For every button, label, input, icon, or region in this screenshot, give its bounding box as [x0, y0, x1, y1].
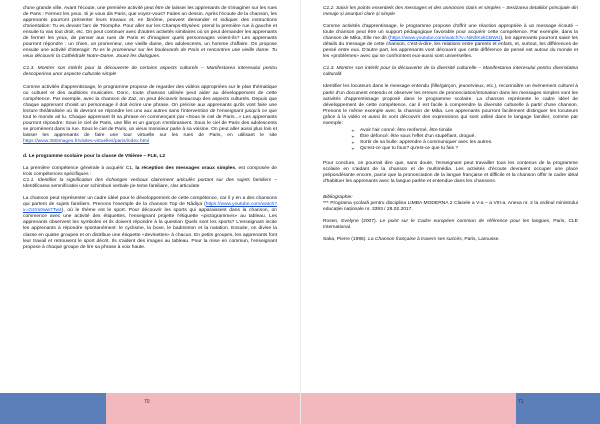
italic-text: Tu es le promeneur sur les boulevards de Paris et rencontres une vieille dame. Tu veux découvrir la Cathédrale Notre-Dame. Jouez les dialogues.: [23, 48, 277, 60]
competence-c1-1: C1.1. Identifier la signification des échanges verbaux clairement articulés portant sur des sujets familiers: [23, 178, 272, 184]
list-item: ➢ Qu'est-ce que tu fous? qu'est-ce que tu fais ?: [360, 146, 578, 152]
paragraph: Comme activités d'apprentissage, le programme propose de regarder des vidéos appropriées sur le plan thématique ou culturel et des auditions musicales. Donc, toute chanson utilisée peut aider au développement de cette compétence. Par exemple, avec la chanson de Zaz, on peut découvrir beaucoup des aspects culturels. Depuis que chaque apprenant choisit un personnage il doit écrire une phrase. On précise aux apprenants qu'ils vont faire une lecture théâtralisée où ils devront se répondre les uns aux autres sans l'intervention de l'enseignant jusqu'à ce que tout le monde ait lu. Chaque apprenant lit sa phrase en commençant par «Sous le ciel de Paris...» Les apprenants pourront répondre: Sous le ciel de Paris, une fille et un garçon s'embrassent. Sous le ciel de Paris des adolescents se promènent dans la rue. Sous le ciel de Paris, un vieux monsieur parle à sa voisine. On peut aller aussi plus loin et laisser les apprenants de faire une tour virtuelle sur les rues de Paris, en utilisant le site https://www.360images.fr/visites-virtuelles/paris/index.html: [23, 84, 277, 144]
bibliography-entry: *** Programa școlară pentru disciplina LIMBA MODERNA 2 Clasele a V-a – a VIII-a, Anexa nr. 2 la ordinul ministrului educației naționale nr. 3393 / 28.02.2017.: [323, 201, 578, 213]
bibliography-entry: Rosen, Evelyne (2007). Le point sur le Cadre européen commun de référence pour les langues, Paris, CLE International.: [323, 219, 579, 231]
section-heading: d. Le programme scolaire pour la classe de VIIième – FLE, L2: [23, 153, 166, 159]
footer-bar-pink: [301, 393, 516, 424]
page-left-content: [23, 6, 277, 257]
paragraph: La chanson peut représenter un cadre idéel pour le développement de cette compétence, car il y en a des chansons qui partent de sujets familiers. Prenons l'exemple de la chanson Top de Nâdiya (https://www.youtube.com/watch?v=Gzrm0ww7Tw4), où le thème est le sport. Pour découvrir les sports qui apparaissent dans la chanson, on commence avec une activité des étiquettes, l'enseignant projette l'étiquette «pictogrammes» au tableau. Les apprenants observent les symboles et ils doivent répondre à la question Quels sont les sports? L'enseignant incite les apprenants à répondre spontanément: le cyclisme, la boxe, le badminton et la natation. Ensuite, on divise la classe en quatre groupes et on distribue une étiquette «devinettes» à chacun. En petits groupes, les apprenants font leur travail et retrouvent le sport décrit. Ils s'aident des images au tableau. Pour la mise en commun, l'enseignant propose à chaque groupe de lire sa phrase à voix haute.: [23, 196, 277, 250]
competence-c1-3: C1.3. Montrer son intérêt pour la découverte de certains aspects culturels – Manifestarea interesului pentru descoperirea unor aspecte culturale simple: [23, 66, 277, 78]
bibliography-title: Bibliographie:: [323, 195, 353, 201]
youtube-link-mika[interactable]: https://www.youtube.com/watch?v=NiNhKxkCBWU: [389, 36, 501, 42]
page-number: 70: [144, 399, 150, 405]
list-item: ➢ Être défoncé: être sous l'effet d'un stupéfiant, drogué.: [360, 134, 578, 140]
youtube-link-nadiya[interactable]: https://www.youtube.com/watch?v=Gzrm0ww7Tw4: [23, 202, 277, 214]
list-item: ➢ Avoir l'air conné: être renfermé, être timide: [360, 128, 578, 134]
footer-bar-blue: [516, 393, 600, 424]
page-number: 71: [518, 399, 524, 405]
page-right: [301, 0, 600, 424]
virtual-tour-link[interactable]: https://www.360images.fr/visites-virtuelles/paris/index.html: [23, 138, 150, 144]
bold-text: la réception des messages oraux simples: [135, 166, 236, 172]
competence-c1-3: C1.3. Montrer son intérêt pour la découverte de la diversité culturelle – Manifestarea interesului pentru diversitatea culturală: [323, 66, 578, 78]
paragraph: Pour conclure, on pourrait dire que, sans doute, l'enseignant peut travailler tous les contenus de la programme scolaire en s'aidant de la chanson et de multimédia. Les activités d'écoute devraient occuper une place prépondérante encore, parce que la prononciation de la langue française et difficile et la chanson offrir le cadre idéal d'habituer les apprenants avec la langue parlée et entendue dans les chansons.: [323, 160, 578, 185]
footer-bar-pink: [106, 393, 300, 424]
paragraph: d'une grande ville. Avant l'écoute, une première activité peut être de laisser les apprenants de s'imaginer sur les rues de Paris : Fermez les yeux. Si je vous dis Paris, que voyez-vous? Faites un dessin. Après l'écoute de la chanson, les apprenants pourront présenter leurs travaux et, en binôme, peuvent demander et indiquer des instructions d'orientation: Tu es devant l'arc de Triomphe. Pour aller sur les Champs-Elysées: prend la première rue à gauche et ensuite tu vas tout droit, etc. On peut continuer avec d'autres activités similaires où on peut demander les apprenants de fermer les yeux, de penser aux rues de Paris et d'imaginer quels personnages voient-ils? Les apprenants pourront répondre : un chien, un promeneur, une vieille dame, des adolescents, un homme d'affaire. On propose ensuite une activité d'interagir: Tu es le promeneur sur les boulevards de Paris et rencontres une vieille dame. Tu veux découvrir la Cathédrale Notre-Dame. Jouez les dialogues.: [23, 6, 277, 60]
page-right-content: [323, 6, 578, 249]
paragraph: Identifier les locuteurs dans le message entendu (fille/garçon, jeune/vieux, etc.), reconnaître un événement culturel à partir d'un document entendu et observer les erreurs de prononciation/intonation dans les messages simples sont les activités d'apprentissage proposé dans le programme scolaire. La chanson représente le cadre idéel de développement de cette compétence, car il est facile à comprendre la diversité culturelle à partir d'une chanson. Prenons le même exemple avec la chanson de Mika. Les apprenants pourront facilement distinguer les locuteurs grâce à la vidéo et aussi ils vont découvrir des expressions qui sont utilisé dans le langage familier, comme par exemple:: [323, 84, 578, 126]
competence-c1-2: C1.2. Saisir les points essentiels des messages et des annonces clairs et simples – Sesizarea detaliilor principale din mesaje și anunțuri clare și simple: [323, 6, 578, 18]
bullet-list: [323, 128, 578, 152]
paragraph: La première compétence générale à acquérir C1, la réception des messages oraux simples, est composée de trois compétences spécifiques : C1.1. Identifier la signification des échanges verbaux clairement articulés portant sur des sujets familiers – Identificarea semnificatiei unor schimburi verbale pe teme familiare, clar articulate: [23, 166, 277, 190]
bibliography-entry: Saka, Pierre (1995). La Chanson française à travers ses succès, Paris, Larousse.: [323, 237, 500, 243]
list-item: ➢ Sortir de sa bulle: apprendre à communiquer avec les autres.: [360, 140, 578, 146]
footer-bar-blue: [0, 393, 106, 424]
paragraph: Comme activités d'apprentissage, le programme propose d'offrir une réaction appropriée à un message écouté – toute chanson peut être un support pédagogique favorable pour acquérir cette compétence. Par exemple, dans la chanson de Mika, Elle me dit (https://www.youtube.com/watch?v=NiNhKxkCBWU), les apprenants pourront saisir les détails du message de cette chanson, c'est-à-dire, les relations entre parents et enfant, et, surtout, les différences de pensé entre eux. D'autre part, les apprenants vont découvrir que cette différence de pensé est autour du monde et les «problèmes» avec qui se confrontent eux-aussi sont universelles.: [323, 24, 579, 60]
